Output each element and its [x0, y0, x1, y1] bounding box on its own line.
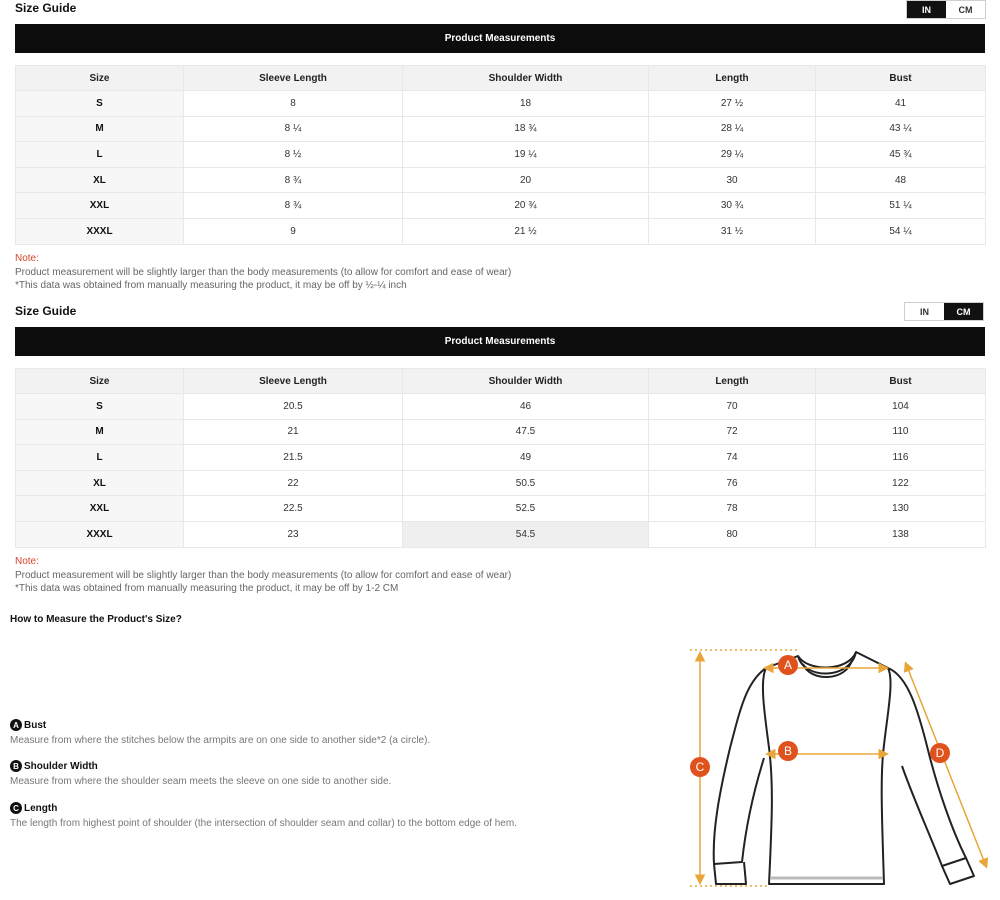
unit-cm-button[interactable]: CM — [944, 303, 983, 320]
measure-shoulder-width — [10, 759, 391, 787]
table-row — [16, 142, 986, 168]
length-cell: 74 — [649, 445, 816, 471]
size-cell: XL — [16, 470, 184, 496]
sweatshirt-diagram — [680, 640, 1000, 895]
measurement-guides — [690, 650, 986, 886]
note-line-1: Product measurement will be slightly larger than the body measurements (to allow for comfort and ease of wear) — [15, 569, 512, 581]
product-measurements-banner: Product Measurements — [15, 327, 985, 356]
bust-cell: 116 — [816, 445, 986, 471]
size-table-cm — [15, 368, 986, 548]
marker-a-icon — [778, 655, 798, 675]
svg-text:D: D — [935, 746, 945, 760]
bust-cell: 104 — [816, 394, 986, 420]
size-cell: XXXL — [16, 218, 184, 244]
length-cell: 28 ¼ — [649, 116, 816, 142]
unit-toggle-in-section — [906, 0, 986, 19]
note-line-1: Product measurement will be slightly larger than the body measurements (to allow for comfort and ease of wear) — [15, 266, 512, 278]
length-cell: 72 — [649, 419, 816, 445]
measure-description: The length from highest point of shoulder (the intersection of shoulder seam and collar) to the bottom edge of hem. — [10, 818, 517, 829]
letter-a-icon: A — [10, 719, 22, 731]
sleeve-length-cell: 21.5 — [184, 445, 403, 471]
note-line-2: *This data was obtained from manually measuring the product, it may be off by ½-¼ inch — [15, 280, 407, 291]
measure-label: Bust — [24, 719, 47, 731]
header-bust: Bust — [816, 66, 986, 91]
size-cell: XXL — [16, 496, 184, 522]
header-length: Length — [649, 369, 816, 394]
size-cell: S — [16, 91, 184, 117]
header-sleeve-length: Sleeve Length — [184, 66, 403, 91]
size-guide-cm-title: Size Guide — [15, 304, 77, 318]
shoulder-width-cell: 47.5 — [403, 419, 649, 445]
header-shoulder-width: Shoulder Width — [403, 369, 649, 394]
length-cell: 30 — [649, 167, 816, 193]
sleeve-length-cell: 8 ¾ — [184, 167, 403, 193]
bust-cell: 138 — [816, 521, 986, 547]
table-row — [16, 116, 986, 142]
size-guide-in-title: Size Guide — [15, 1, 77, 15]
table-row — [16, 167, 986, 193]
sweatshirt-outline — [714, 652, 974, 884]
note-cm — [15, 555, 511, 596]
bust-cell: 130 — [816, 496, 986, 522]
unit-cm-button[interactable]: CM — [946, 1, 985, 18]
sleeve-length-cell: 22 — [184, 470, 403, 496]
table-row — [16, 419, 986, 445]
length-cell: 70 — [649, 394, 816, 420]
marker-b-icon — [778, 741, 798, 761]
table-header-row — [16, 66, 986, 91]
sleeve-length-cell: 9 — [184, 218, 403, 244]
shoulder-width-cell: 20 ¾ — [403, 193, 649, 219]
table-row — [16, 496, 986, 522]
measure-length — [10, 801, 517, 829]
header-bust: Bust — [816, 369, 986, 394]
table-row — [16, 394, 986, 420]
note-line-2: *This data was obtained from manually measuring the product, it may be off by 1-2 CM — [15, 583, 399, 594]
table-row — [16, 91, 986, 117]
sleeve-length-cell: 8 ¼ — [184, 116, 403, 142]
svg-text:B: B — [783, 744, 793, 758]
bust-cell: 41 — [816, 91, 986, 117]
table-row — [16, 218, 986, 244]
length-cell: 31 ½ — [649, 218, 816, 244]
length-cell: 30 ¾ — [649, 193, 816, 219]
table-row — [16, 193, 986, 219]
sleeve-length-cell: 8 ½ — [184, 142, 403, 168]
header-shoulder-width: Shoulder Width — [403, 66, 649, 91]
table-row — [16, 470, 986, 496]
how-to-measure-title: How to Measure the Product's Size? — [10, 614, 182, 625]
shoulder-width-cell: 46 — [403, 394, 649, 420]
note-label: Note: — [15, 253, 39, 264]
sleeve-length-cell: 22.5 — [184, 496, 403, 522]
size-cell: M — [16, 419, 184, 445]
measure-bust — [10, 718, 430, 746]
note-label: Note: — [15, 556, 39, 567]
length-cell: 27 ½ — [649, 91, 816, 117]
sleeve-length-cell: 8 ¾ — [184, 193, 403, 219]
size-cell: XL — [16, 167, 184, 193]
shoulder-width-cell: 18 — [403, 91, 649, 117]
bust-cell: 51 ¼ — [816, 193, 986, 219]
shoulder-width-cell: 50.5 — [403, 470, 649, 496]
size-cell: M — [16, 116, 184, 142]
sleeve-length-cell: 8 — [184, 91, 403, 117]
header-size: Size — [16, 369, 184, 394]
sleeve-length-cell: 21 — [184, 419, 403, 445]
letter-c-icon: C — [10, 802, 22, 814]
svg-text:C: C — [695, 760, 705, 774]
header-length: Length — [649, 66, 816, 91]
shoulder-width-cell: 21 ½ — [403, 218, 649, 244]
marker-c-icon — [690, 757, 710, 777]
unit-toggle-cm-section — [904, 302, 984, 321]
bust-cell: 43 ¼ — [816, 116, 986, 142]
header-size: Size — [16, 66, 184, 91]
shoulder-width-cell: 54.5 — [403, 521, 649, 547]
sleeve-length-cell: 23 — [184, 521, 403, 547]
marker-d-icon — [930, 743, 950, 763]
table-row — [16, 521, 986, 547]
size-cell: S — [16, 394, 184, 420]
measure-label: Length — [24, 802, 58, 814]
size-table-in — [15, 65, 986, 245]
size-cell: L — [16, 142, 184, 168]
table-header-row — [16, 369, 986, 394]
length-cell: 29 ¼ — [649, 142, 816, 168]
measure-label: Shoulder Width — [24, 760, 98, 772]
size-cell: XXXL — [16, 521, 184, 547]
measure-description: Measure from where the stitches below the armpits are on one side to another side*2 (a circle). — [10, 735, 431, 746]
letter-b-icon: B — [10, 760, 22, 772]
size-cell: XXL — [16, 193, 184, 219]
shoulder-width-cell: 49 — [403, 445, 649, 471]
sleeve-length-cell: 20.5 — [184, 394, 403, 420]
bust-cell: 122 — [816, 470, 986, 496]
shoulder-width-cell: 19 ¼ — [403, 142, 649, 168]
shoulder-width-cell: 20 — [403, 167, 649, 193]
measure-description: Measure from where the shoulder seam meets the sleeve on one side to another side. — [10, 776, 392, 787]
table-row — [16, 445, 986, 471]
length-cell: 78 — [649, 496, 816, 522]
bust-cell: 54 ¼ — [816, 218, 986, 244]
unit-in-button[interactable]: IN — [905, 303, 944, 320]
unit-in-button[interactable]: IN — [907, 1, 946, 18]
note-in — [15, 252, 511, 293]
length-cell: 76 — [649, 470, 816, 496]
size-cell: L — [16, 445, 184, 471]
bust-cell: 48 — [816, 167, 986, 193]
product-measurements-banner: Product Measurements — [15, 24, 985, 53]
length-cell: 80 — [649, 521, 816, 547]
shoulder-width-cell: 52.5 — [403, 496, 649, 522]
svg-text:A: A — [783, 658, 793, 672]
bust-cell: 45 ¾ — [816, 142, 986, 168]
shoulder-width-cell: 18 ¾ — [403, 116, 649, 142]
bust-cell: 110 — [816, 419, 986, 445]
header-sleeve-length: Sleeve Length — [184, 369, 403, 394]
